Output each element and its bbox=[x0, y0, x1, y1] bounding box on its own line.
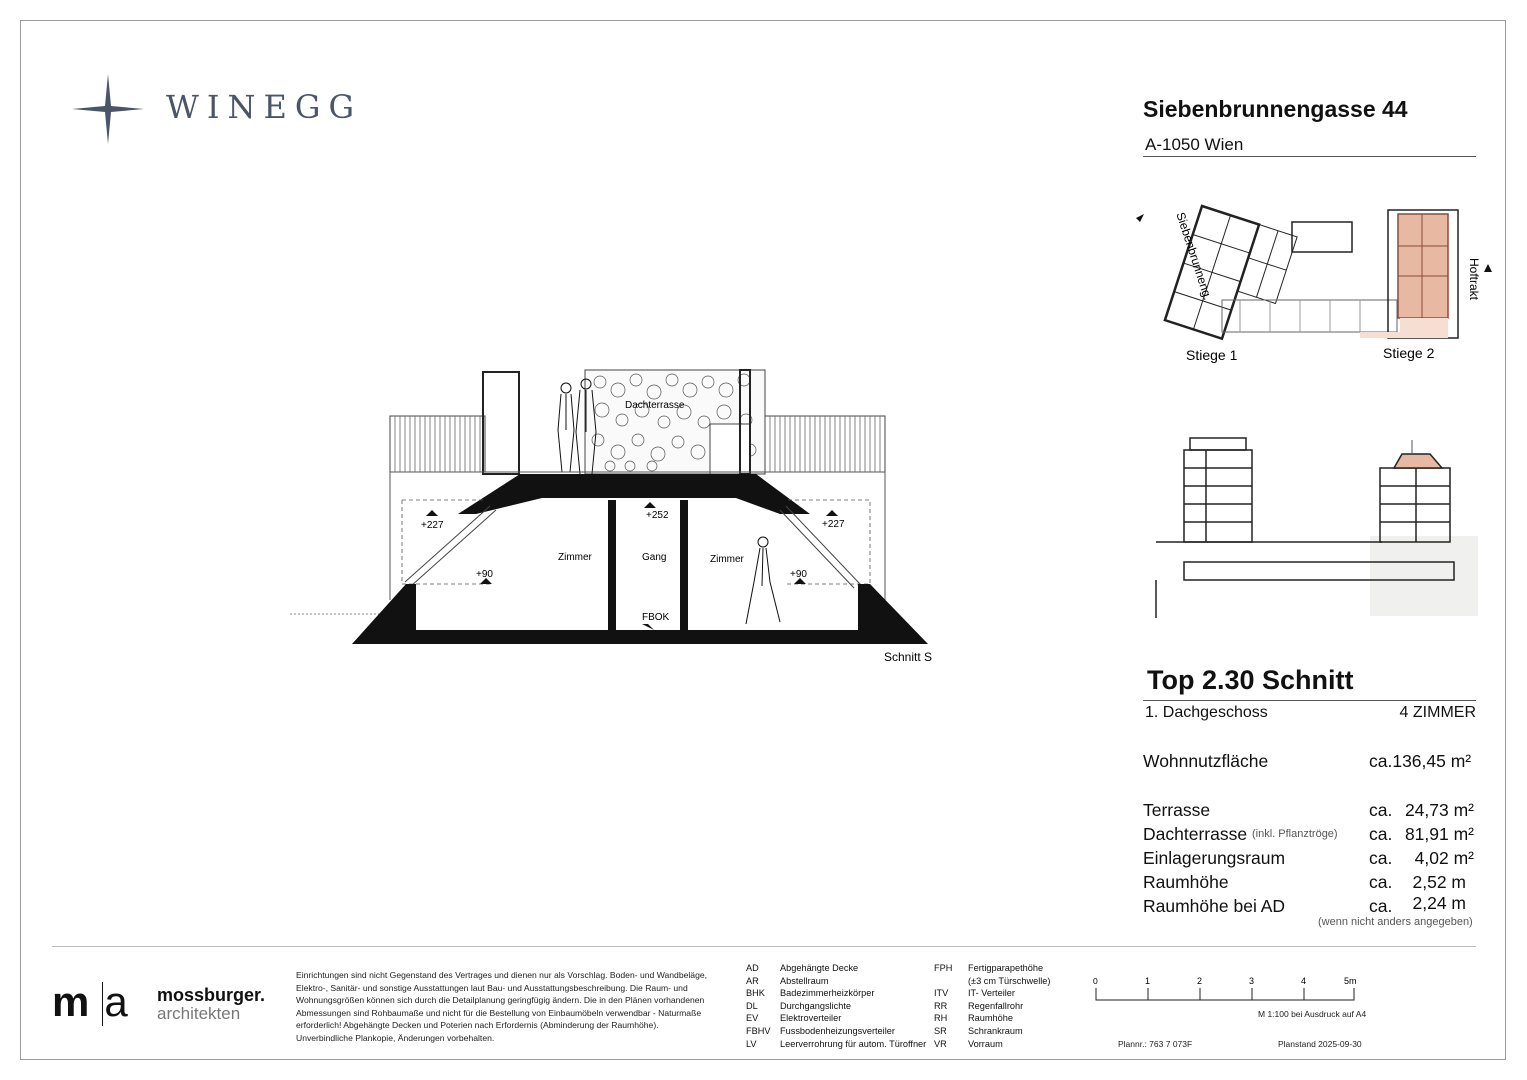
area-note: (inkl. Pflanztröge) bbox=[1252, 828, 1338, 840]
area-prefix: ca. bbox=[1369, 896, 1393, 916]
level-right-top: +227 bbox=[822, 519, 845, 530]
scale-tick: 3 bbox=[1249, 976, 1255, 986]
unit-rooms: 4 ZIMMER bbox=[1399, 704, 1476, 721]
unit-floor: 1. Dachgeschoss bbox=[1145, 704, 1268, 721]
area-value: 81,91 m² bbox=[1404, 824, 1474, 844]
site-keyplan bbox=[1110, 196, 1500, 376]
abbr-row: EV Elektroverteiler bbox=[746, 1013, 842, 1024]
footer-divider bbox=[52, 946, 1476, 947]
area-value: 24,73 m² bbox=[1404, 800, 1474, 820]
area-prefix: ca. bbox=[1369, 800, 1393, 820]
unit-highlight-elevation bbox=[1394, 454, 1442, 468]
abbr-row: AD Abgehängte Decke bbox=[746, 963, 859, 973]
area-prefix: ca. bbox=[1369, 872, 1393, 892]
area-label: Raumhöhe bei AD bbox=[1143, 896, 1286, 916]
scale-tick: 2 bbox=[1197, 976, 1203, 986]
area-prefix: ca. bbox=[1369, 848, 1393, 868]
section-title: Schnitt S bbox=[884, 650, 933, 664]
area-label: Wohnnutzfläche bbox=[1143, 751, 1269, 771]
stair1-label: Stiege 1 bbox=[1186, 347, 1238, 363]
address-city: A-1050 Wien bbox=[1145, 135, 1244, 154]
unit-divider bbox=[1143, 700, 1476, 701]
area-prefix: ca. bbox=[1369, 824, 1393, 844]
firm-mark-bar bbox=[102, 982, 103, 1026]
scale-tick: 0 bbox=[1093, 976, 1098, 986]
brand-logo-text: WINEGG bbox=[166, 88, 363, 126]
abbr-row: DL Durchgangslichte bbox=[746, 1000, 851, 1011]
area-value: ca.136,45 m² bbox=[1369, 751, 1472, 771]
abbr-row: (±3 cm Türschwelle) bbox=[968, 975, 1051, 986]
plan-date: Planstand 2025-09-30 bbox=[1278, 1039, 1362, 1049]
abbreviations-right bbox=[934, 962, 1050, 1050]
firm-mark-m: m bbox=[52, 978, 89, 1025]
street-label: Siebenbrunneng. bbox=[1173, 210, 1215, 302]
scale-tick: 4 bbox=[1301, 976, 1307, 986]
scale-tick: 5m bbox=[1344, 976, 1357, 986]
area-label: Raumhöhe bbox=[1143, 872, 1229, 892]
scale-tick: 1 bbox=[1145, 976, 1151, 986]
room-label-gang: Gang bbox=[642, 552, 667, 563]
abbr-row: LV Leerverrohrung für autom. Türoffner bbox=[746, 1038, 927, 1049]
area-label: Terrasse bbox=[1143, 800, 1211, 820]
plan-number: Plannr.: 763 7 073F bbox=[1118, 1039, 1193, 1049]
compass-star-icon bbox=[72, 74, 144, 144]
address-street: Siebenbrunnengasse 44 bbox=[1143, 96, 1408, 122]
area-label: Dachterrasse bbox=[1143, 824, 1248, 844]
abbr-row: VR Vorraum bbox=[934, 1038, 1003, 1049]
building-section-keyplan bbox=[1150, 432, 1478, 618]
abbr-row: AR Abstellraum bbox=[746, 975, 829, 986]
level-left-low: +90 bbox=[476, 569, 493, 580]
abbreviations-left bbox=[746, 962, 926, 1050]
abbr-row: RR Regenfallrohr bbox=[934, 1000, 1024, 1011]
section-drawing bbox=[280, 360, 970, 670]
level-right-low: +90 bbox=[790, 569, 807, 580]
scale-bar bbox=[1088, 972, 1368, 1004]
disclaimer-text: Einrichtungen sind nicht Gegenstand des Vertrages und dienen nur als Vorschlag. Boden- und Wandbeläge, Elektro-, Sanitär- und sonstige Ausstattungen laut Bau- und Ausstattungsbeschreibung. Die Raum- und Wohnungsgrößen können sich durch die Detailplanung geringfügig ändern. Die in den Plänen vorhandenen Abmessungen sind Rohbaumaße und nicht für die Bestellung von Einbaumöbeln verwendbar - Naturmaße erforderlich! Abgehängte Decken und Poterien nach Erfordernis (Abminderung der Raumhöhe). Unverbindliche Plankopie, Änderungen vorbehalten. bbox=[296, 970, 708, 1043]
unit-highlight bbox=[1398, 214, 1448, 318]
terrace-label: Dachterrasse bbox=[625, 400, 685, 411]
abbr-row: FPH Fertigparapethöhe bbox=[934, 963, 1044, 973]
level-center: +252 bbox=[646, 510, 669, 521]
abbr-row: RH Raumhöhe bbox=[934, 1013, 1013, 1024]
area-value: 2,24 m bbox=[1412, 893, 1466, 913]
firm-mark bbox=[52, 978, 127, 1026]
firm-mark-a: a bbox=[104, 978, 127, 1025]
floor-marker: FBOK bbox=[642, 612, 670, 623]
unit-title: Top 2.30 Schnitt bbox=[1147, 665, 1354, 695]
room-label-2: Zimmer bbox=[710, 554, 744, 565]
room-label-1: Zimmer bbox=[558, 552, 592, 563]
abbr-row: FBHV Fussbodenheizungsverteiler bbox=[746, 1025, 895, 1036]
area-value: 4,02 m² bbox=[1414, 848, 1474, 868]
level-left-top: +227 bbox=[421, 520, 444, 531]
courtyard-label: Hoftrakt bbox=[1467, 258, 1481, 301]
area-footnote: (wenn nicht anders angegeben) bbox=[1318, 916, 1473, 928]
firm-sub: architekten bbox=[157, 1004, 241, 1023]
area-value: 2,52 m bbox=[1412, 872, 1466, 892]
header-divider bbox=[1143, 156, 1476, 157]
abbr-row: ITV IT- Verteiler bbox=[934, 988, 1015, 999]
scale-note: M 1:100 bei Ausdruck auf A4 bbox=[1258, 1009, 1367, 1019]
firm-name: mossburger. bbox=[157, 985, 266, 1005]
abbr-row: SR Schrankraum bbox=[934, 1025, 1023, 1036]
stair2-label: Stiege 2 bbox=[1383, 345, 1435, 361]
abbr-row: BHK Badezimmerheizkörper bbox=[746, 988, 875, 999]
area-label: Einlagerungsraum bbox=[1143, 848, 1286, 868]
